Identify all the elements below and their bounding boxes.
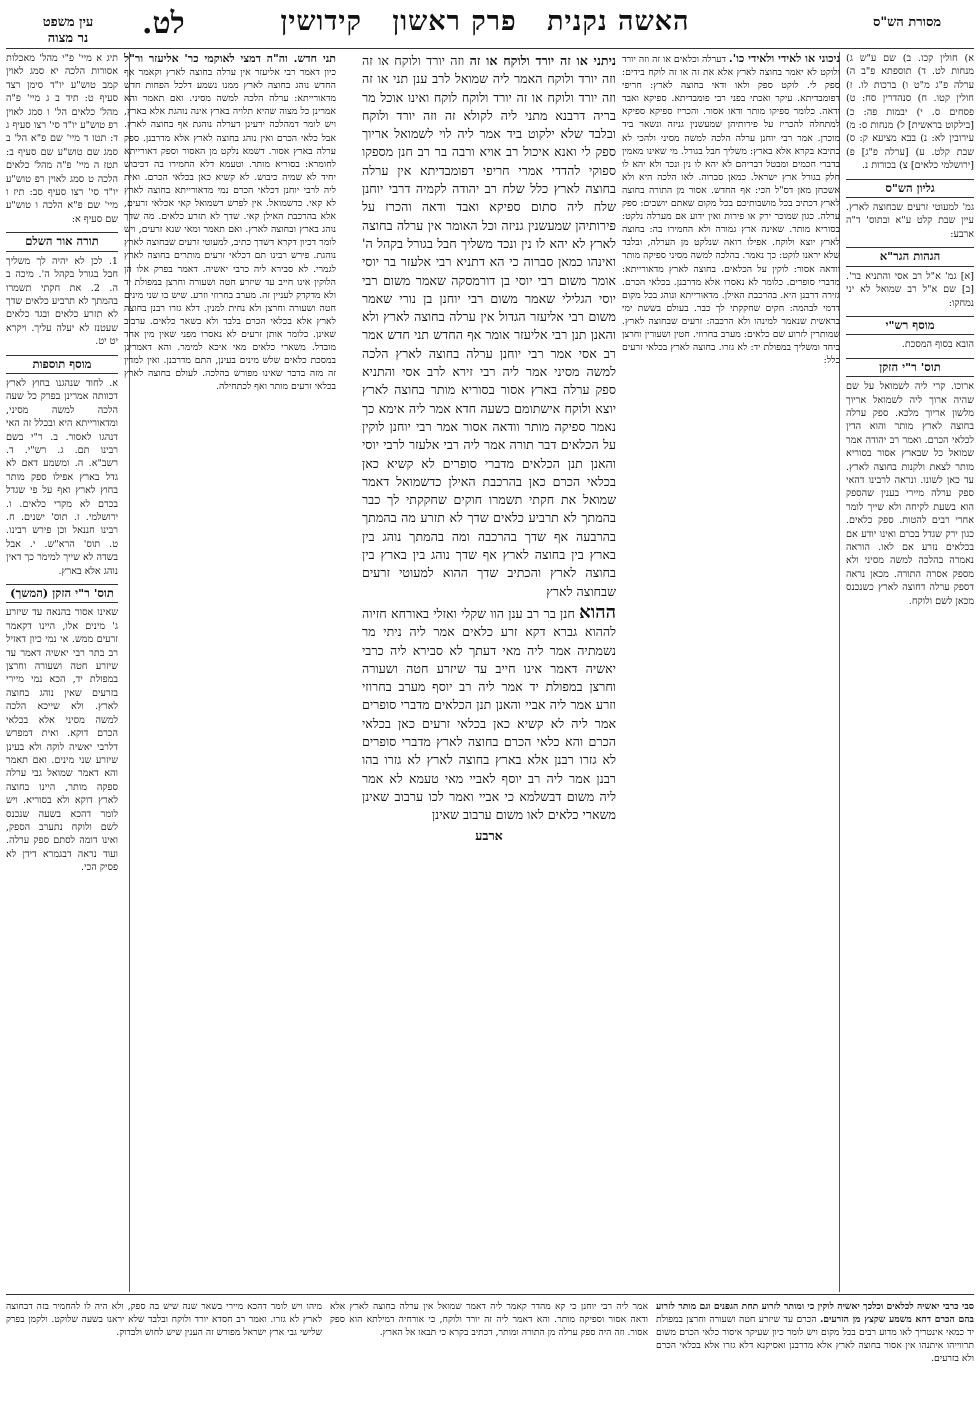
title-tractate-chapter: האשה נקנית	[547, 6, 690, 37]
gemara-paragraph-1	[362, 52, 616, 601]
page-title	[136, 6, 834, 37]
tos-rid-title: תוס' ר"י הזקן	[846, 358, 974, 377]
tos-rid-cont-text: שאינו אסור בהנאה עד שיזרע ג' מינים אלו, היינו דקאמר זרעים ממש. אי נמי כיון דאזיל רב בתר רבי יאשיה דאמר עד שיזרע חטה ושעורה וחרצן במפולת יד, הכא נמי מיירי בזרעים שאין נוהג בחוצה לארץ. ולא שייכא הלכה למשה מסיני אלא בכלאי הכרם דוקא. ואית דמפרש דלרבי יאשיה לוקה ולא בעינן שיזרע שני מינים. ואם תאמר והא דאמר שמואל גבי ערלה ספקה מותר, היינו בחוצה לארץ דוקא ולא בסוריא. ויש לומר דהכא בשעה שנכנס לשם ולוקח נתערב הספק, ואינו דומה לסתם ספק ערלה. ועוד נראה דבגמרא דידן לא פסיק הכי.	[6, 607, 118, 874]
ein-mishpat-text: תיג א מיי' פ"י מהל' מאכלות אסורות הלכה יא סמג לאוין קמב טוש"ע יו"ד סימן רצד סעיף ט: תיד ב ג מיי' פ"ה מהל' כלאים הל' ו סמג לאוין רפ טוש"ע יו"ד סי' רצו סעיף ג ד: תטו ד מיי' שם פ"א הל' ב סמג שם טוש"ע שם סעיף ב: תטז ה מיי' פ"ה מהל' כלאים הלכה ט סמג לאוין רפ טוש"ע יו"ד סי' רצו סעיף סב: תיז ו מיי' שם פ"א הלכה ו טוש"ע שם סעיף א:	[6, 53, 118, 225]
gemara-lead-1: ניתני או זה יורד ולוקח או זה	[469, 53, 616, 68]
bottom-rule	[6, 1294, 974, 1295]
hagahot-hagra-text: [א] גמ' א"ל רב אסי והתניא בר'. [ב] שם א"ל רב שמואל לא יני נמחקו:	[846, 270, 974, 309]
torah-or-title: תורה אור השלם	[6, 232, 118, 251]
gilyon-hashas-text: גמ' למעוטי זרעים שבחוצה לארץ. עיין שבת קלט ע"א ובתוס' ד"ה ארבע:	[846, 202, 974, 240]
bottom-column-2: אמר ליה רבי יוחנן כי קא מהדר קאמר ליה דאמר שמואל אין ערלה בחוצה לארץ אלא ודאה אסור וספיקה מותר. והא דאמר ליה זה יורד ולוקח, כי אורחיה דמילתא הוא ספק אסור. וזה היה ספק ערלה מן התורה ומותר, דכתיב בקרא כי תבאו אל הארץ.	[330, 1301, 648, 1338]
tosafot-paragraph	[124, 52, 336, 393]
bottom-lead-line: סבי כרבי יאשיה לכלאים וכלכך יאשיה לוקין כי ומותר לזרוע תחת הגפנים וגם מותר לזרוע בהם הכרם דהא משמע שקצץ מן הזרעים.	[656, 1301, 974, 1325]
header-rule	[6, 48, 974, 49]
gemara-lead-2: ההוא	[579, 601, 616, 623]
tosafot-lead-words: תני חדש. וה"ה דמצי לאוקמי כר' אליעזר ור"ל	[124, 52, 336, 65]
rashi-lead-words: ניכוני או לאידי ולאידי כו'.	[728, 52, 840, 65]
torah-or-text: 1. לכן לא יהיה לך משליך חבל בגורל בקהל ה'. מיכה ב ה. 2. את חקתי תשמרו בהמתך לא תרביע כלאים שדך לא תזרע כלאים ובגד כלאים שעטנז לא יעלה עליך. ויקרא יט יט.	[6, 255, 118, 348]
page-header	[6, 6, 974, 46]
gemara-text-1: וזה יורד ולוקח או זה וזה יורד ולוקח האמר ליה שמואל לרב ענן תני או זה וזה יורד ולוקח או זה יורד ולוקח לוקח ואינו אוכל מר בריה דרבנא מתני ליה לקולא זה וזה יורד ולוקח ובלבד שלא ילקוט ביד אמר ליה לוי לשמואל אריוך ספק לי ואנא איכול רב אויא ורבה בר רב חנן מספקו ספוקי להדדי אמרי חריפי דפומבדיתא אין ערלה בחוצה לארץ כלל שלח רב יהודה לקמיה דרבי יוחנן שלח ליה סתום ספיקא ואבד ודאה והכרז על פירותיהן שמעשנין גניזה וכל האומר אין ערלה בחוצה לארץ לא יהא לו נין ונכד משליך חבל בגורל בקהל ה' ואינהו כמאן סברוה כי הא דתניא רבי אלעזר בר יוסי אומר משום רבי יוסי בן דורמסקה שאמר משום רבי יוסי הגלילי שאמר משום רבי יוחנן בן נורי שאמר משום רבי אליעזר הגדול אין ערלה בחוצה לארץ ולא והאנן תנן רבי אליעזר אומר אף החדש תני חדש אמר רב אסי אמר רבי יוחנן ערלה בחוצה לארץ הלכה למשה מסיני אמר ליה רבי זירא לרב אסי והתניא ספק ערלה בארץ אסור בסוריא מותר בחוצה לארץ יוצא ולוקח אישתומם כשעה חדא אמר ליה אימא כך נאמר ספיקה מותר וודאה אסור אמר רבי יוחנן לוקין על הכלאים דבר תורה אמר ליה רבי אלעזר לרבי יוסי והאנן תנן הכלאים מדברי סופרים לא קשיא כאן בכלאי הכרם כאן בהרכבת האילן כדשמואל דאמר שמואל את חקתי תשמרו חוקים שחקקתי לך כבר בהמתך לא תרביע כלאים שדך לא תזרע מה בהמתך בהרבעה אף שדך בהרכבה ומה בהמתך נוהג בין בארץ בין בחוצה לארץ אף שדך נוהג בין בארץ בין בחוצה לארץ והכתיב שדך ההוא למעוטי זרעים שבחוצה לארץ	[362, 53, 616, 599]
musaf-rashi-title: מוסף רש"י	[846, 316, 974, 335]
bottom-column-1	[656, 1300, 974, 1398]
title-chapter-number: פרק ראשון	[392, 6, 517, 37]
gemara-main-text	[362, 52, 616, 1287]
right-margin-column	[846, 52, 974, 1327]
bottom-text-1: הכרם עד שיזרע חטה ושעורה וחרצן במפולת יד כמאי אינטריך לאו מדוע רבים בכל מקום ויש לומר כיון שעיקר איסור כלאי הכרם משום תרווייהו איתנהו אין אסור בחוצה לארץ אלא מדרבנן ואסיקנא דלא גזרו אלא בכלאי הכרם ולא בזרעים.	[656, 1314, 974, 1364]
musaf-rashi-text: הובא בסוף המסכת.	[901, 339, 974, 351]
hagahot-hagra-title: הגהות הגר"א	[846, 247, 974, 266]
ein-mishpat-label-line-2: נר מצוה	[47, 31, 89, 46]
bottom-column-3: מיהו ויש לומר דהכא מיירי בשאר שנה שיש בה ספק, ולא היה לו להחמיר בזה דבחוצה לארץ לא גזרו. ואמר רב חסדא יורד ולוקח ובלבד שלא יראנו בשעה שלוקט. ולקמן בפרק שלישי גבי ארץ ישראל מפורש זה הענין שיש לחוש ולבדוק.	[6, 1301, 322, 1338]
gemara-paragraph-2	[362, 601, 616, 825]
left-margin-column	[6, 52, 118, 1327]
tosafot-commentary	[124, 52, 336, 1287]
musaf-tosafot-text: א. לחוד שנהגנו בחוץ לארץ דכוותה אמרינן בפרק כל שעה הלכה למשה מסיני, ומדאורייתא היא ובכלל זה האי דנהגו לאסור. ב. ר"י בשם רבינו תם. ג. רש"י. ד. רשב"א. ה. ומשמע דאם לא גדל בארץ אפילו ספק מותר בחוץ לארץ ואף על פי שגדל בכרם לא מקרי כלאים. ו. ירושלמי. ז. תוס' ישנים. ח. רבינו חננאל וכן פירש רבינו. ט. תוס' הרא"ש. י. אבל בשדה לא שייך למימר כך דאין נוהג אלא בארץ.	[6, 377, 118, 577]
rashi-commentary	[622, 52, 840, 1287]
masoret-hashas-label: מסורת הש"ס	[872, 15, 942, 30]
ein-mishpat-label-line-1: עין משפט	[42, 15, 94, 30]
rashi-paragraph	[622, 52, 840, 367]
musaf-tosafot-title: מוסף תוספות	[6, 355, 118, 374]
gilyon-hashas-title: גליון הש"ס	[846, 179, 974, 198]
tosafot-text: כיון דאמר רבי אליעזר אין ערלה בחוצה לארץ וקאמר אף החדש נוהג בחוצה לארץ ממנו נשמע דלכל הפחות חדש מדאורייתא: ערלה הלכה למשה מסיני. ואם תאמר והא אמרינן כל מצוה שהיא תלויה בארץ אינה נוהגת אלא בארץ, ויש לומר דמהלכה ידעינן דערלה נוהגת אף בחוצה לארץ. אבל כלאי הכרם ואין נוהג בחוצה לארץ אלא מדרבנן. ספק ערלה בארץ אסור. דשמא נלקט מן האסור וספק דאורייתא לחומרא: בסוריא מותר. וטעמא דלא החמירו בה דכיבוש יחיד לא שמיה כיבוש. לא קשיא כאן בכלאי הכרם. ואית ליה לרבי יוחנן דכלאי הכרם נמי מדאורייתא בחוצה לארץ לא קאי. כדשמואל. אין לפרש דשמואל קאי אכלאי זרעים, אלא בהרכבת האילן קאי. שדך לא תזרע כלאים. מה שדך נוהג בארץ ובחוצה לארץ. ואם תאמר ומאי שנא זרעים, ויש לומר דכיון דקרא דשדך כתיב, למעוטי זרעים שבחוצה לארץ נוהגת. פירש רבינו תם דכלאי זרעים מותרים בחוצה לארץ לגמרי. לא סבירא ליה כרבי יאשיה. דאמר בפרק אלו הן הלוקין אינו חייב עד שיזרע חטה ושעורה וחרצן במפולת יד ולא מדקדק לעניין זה. מערב בחרוזי וזרע. שיש בו שני מינים חטה ושעורה וחרצן ולא נחית למנין. דלא גזרו רבנן בחוצה לארץ אלא בכלאי הכרם בלבד ולא בשאר כלאים. ערבוב שאינן. כלומר אותן זרעים לא נאסרו מפני שאין מין אחד מובדל. משארי כלאים מאי איכא למימר. והא דאמרינן במסכת כלאים שלש מינים בעינן, התם מדרבנן. ואין למדין זה מזה בדבר שאינו מפורש בהלכה. לעולם בחוצה לארץ בכלאי זרעים מותר ואף לכתחילה.	[124, 67, 336, 393]
title-tractate: קידושין	[280, 6, 362, 37]
rashi-text: דערלה וכלאים או זה וזה יורד ולוקט לא יאמר בחוצה לארץ אלא את זה או זה לוקח בידים: ספק לי. לוקט ספק ולאו ודאי בחוצה לארץ: חריפי דפומבדיתא. עיקר ואכתי בפני רבי פומבדיתא. ספיקא ואבד ודאה. כלומר ספיקו מותר ודאו אסור. והכריז ספיקא ספיקא למתחלה להכריז על פירותיהן שמעשנין גניזה ונשאר ביד מוכרן. אמר רבי יוחנן ערלה הלכה למשה מסיני ולהכי לא כתיבא בקרא אלא בארץ: משליך חבל בגורל. מי שאינו מאמין בדברי חכמים ומבטל דבריהם לא יהא לו נין ונכד ולא יהא לו חלק בגורל ארץ ישראל. כמאן סברוה. לאו הלכה היא ולא אשכחן מאן דס"ל הכי: אף החדש. אסור מן התורה בחוצה לארץ דכתיב בכל מושבותיכם בכל מקום שאתם יושבים: ספק ערלה. כגון שמוכר ירק או פירות ואין ידוע אם מערלה נלקט: בסוריא מותר. שאינה ארץ גמורה ולא החמירו בה: בחוצה לארץ יוצא ולוקח. אפילו רואה שנלקט מן הערלה, ובלבד שלא יראנו לוקט: כך נאמר. בהלכה למשה מסיני ספיקה מותר וודאה אסור: לוקין על הכלאים. בחוצה לארץ מדאורייתא: מדברי סופרים. כלומר לא נאסרו אלא מדרבנן. בכלאי הכרם. גזירה דרבנן היא. בהרכבת האילן. מדאורייתא ונוהג בכל מקום דדמי לבהמה: חקים שחקקתי לך כבר. בעולם בששת ימי בראשית שנאמר למינהו ולא הרכבה: זרעים שבחוצה לארץ. שמותרין לזרוע שם כלאים: מערב בחרוזי. חטין ושעורין וחרצן ביחד ומשליך במפולת יד: לא גזרו. בחוצה לארץ בכלאי זרעים כלל:	[622, 54, 840, 367]
folio-number: לט.	[142, 6, 185, 41]
bottom-commentary	[6, 1300, 974, 1398]
gemara-catchword	[362, 827, 616, 845]
ein-mishpat-label	[8, 14, 128, 46]
gemara-text-2: חנן בר רב ענן הוו שקלי ואזלי באורחא חזיוה לההוא גברא דקא זרע כלאים אמר ליה ניתי מר נשמתיה אמר ליה מאי דעתך לא סבירא ליה כרבי יאשיה דאמר אינו חייב עד שיזרע חטה ושעורה וחרצן במפולת יד אמר ליה רב יוסף מערב בחרוזי וזרע אמר ליה אביי והאנן תנן הכלאים מדברי סופרים אמר ליה לא קשיא כאן בכלאי זרעים כאן בכלאי הכרם והא כלאי הכרם בחוצה לארץ מדברי סופרים לא גזרו רבנן אלא בארץ בחוצה לארץ לא גזרו בהו רבנן אמר ליה רב יוסף לאביי מאי טעמא לא אמר ליה משום דבשלמא כי אביי ואמר לכו ערבוב שאינן משארי כלאים לאו משום ערבוב שאינן	[362, 605, 616, 823]
gemara-end-word: ארבע	[475, 828, 503, 844]
masoret-hashas-text: א) חולין קכו. ב) שם ע"ש ג) מנחות לט. ד) תוספתא פ"ב ה) ערלה פ"ג מ"ט ו) ברכות לו. ז) חולין קטו. ח) סנהדרין סח: ט) פסחים ס. י) יבמות פה: כ) [בילקוט בראשית] ל) מנחות ס: מ) עירובין לא: נ) בבא מציעא ק: ס) שבת קלט. ע) [ערלה פ"ג] פ) [ירושלמי כלאים] צ) בכורות נ.	[846, 53, 974, 172]
tos-rid-text: ארוכו. קרי ליה לשמואל על שם שהיה ארוך ליה לשמואל אריוך מלשון אריוך מלכא. ספק ערלה בחוצה לארץ מותר והוא הדין לכלאי הכרם. ואמר רב יהודה אמר שמואל כל שבארץ אסור בסוריא מותר לצאת ולקנות בחוצה לארץ. עד כאן לשונו. ונראה לרבינו דהאי ספק ערלה מיירי בענין שהספק הוא בשעת לקיחה ולא שייך לומר אחרי רבים להטות. ספק כלאים. כגון ירק שגדל בכרם ואינו יודע אם בכלאים נזרע אם לאו. הוראה נאמרה בהלכה למשה מסיני ולא מספק אסרה התורה. מכאן נראה דספק ערלה דחוצה לארץ כשנכנס מכאן לשם ולוקח.	[846, 381, 974, 607]
tos-rid-cont-title: תוס' ר"י הזקן (המשך)	[6, 584, 118, 603]
